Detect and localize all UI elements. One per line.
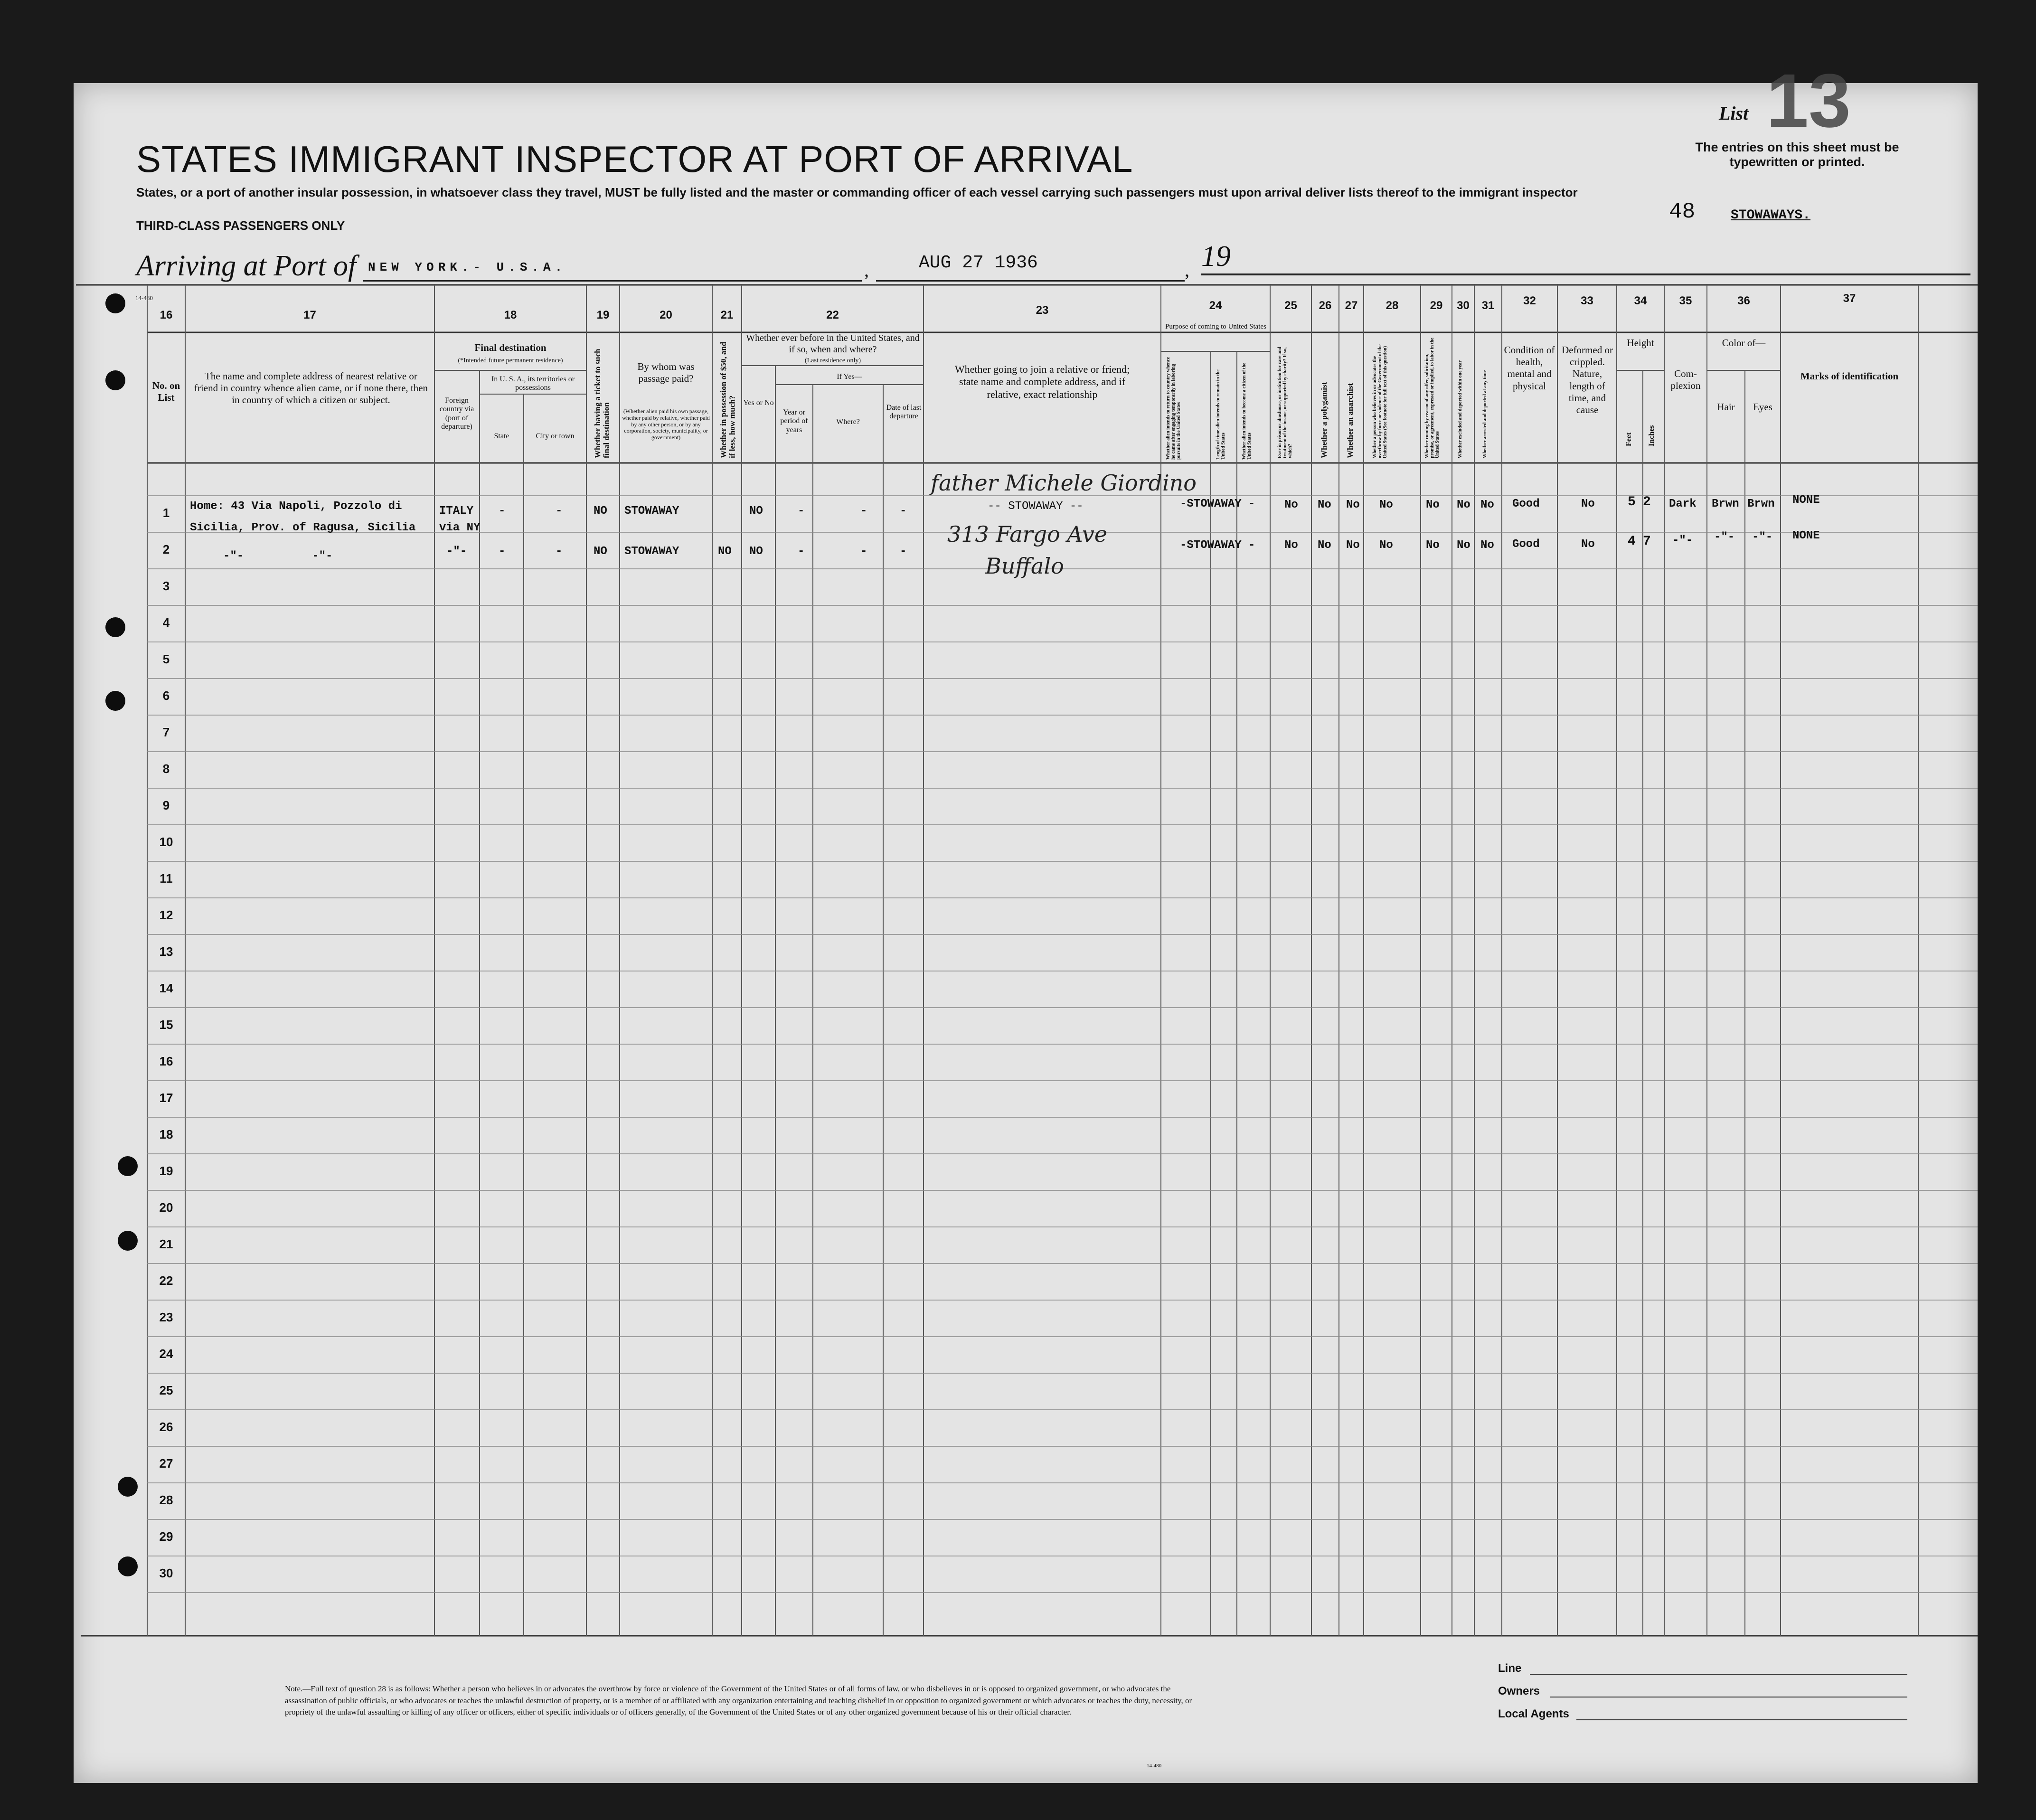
row-number: 21 — [159, 1237, 173, 1251]
col-number-20: 20 — [660, 309, 672, 321]
col-number-30: 30 — [1457, 299, 1470, 312]
row-number: 22 — [159, 1273, 173, 1288]
header-state: State — [494, 432, 509, 440]
form-id: 14-480 — [135, 294, 153, 302]
row-number: 10 — [159, 835, 173, 849]
row1-complexion: Dark — [1669, 498, 1697, 510]
row1-arrested: No — [1480, 499, 1494, 511]
footer-line-label: Line — [1498, 1662, 1522, 1675]
row1-labor-offer: No — [1426, 499, 1440, 511]
col-number-19: 19 — [596, 309, 610, 321]
header-arrested: Whether arrested and deported at any time — [1482, 370, 1488, 458]
col-number-28: 28 — [1386, 299, 1399, 312]
row1-where: - — [860, 505, 867, 518]
row2-labor-offer: No — [1426, 539, 1440, 552]
col-number-32: 32 — [1523, 294, 1536, 307]
row-number: 29 — [159, 1529, 173, 1544]
row-number: 3 — [162, 579, 170, 593]
footnote-form-id: 14-480 — [1147, 1763, 1162, 1769]
row-number: 4 — [162, 615, 170, 630]
row-number: 19 — [159, 1164, 173, 1178]
row-number: 30 — [159, 1566, 173, 1580]
col-number-23: 23 — [1036, 304, 1049, 317]
page-title: STATES IMMIGRANT INSPECTOR AT PORT OF ARRIVAL — [136, 138, 1133, 180]
row1-departure: - — [900, 505, 907, 518]
header-relative-abroad: The name and complete address of nearest relative or friend in country whence alien came, or if none there, then in country of which a citizen or subject. — [194, 370, 428, 406]
port-value: NEW YORK.- U.S.A. — [368, 260, 567, 274]
entries-note: The entries on this sheet must be typewritten or printed. — [1695, 140, 1899, 169]
col-number-29: 29 — [1430, 299, 1443, 312]
header-ticket: Whether having a ticket to such final destination — [593, 349, 611, 458]
row-number: 11 — [160, 871, 173, 886]
row1-joining-handwritten: father Michele Giordino — [931, 470, 1197, 496]
row-number: 28 — [159, 1493, 173, 1507]
row1-foreign-country: ITALY — [439, 505, 474, 518]
header-complexion: Com-plexion — [1670, 368, 1701, 392]
header-departure: Date of last departure — [886, 404, 922, 421]
row2-eyes: -"- — [1752, 531, 1773, 544]
row-number: 7 — [162, 725, 170, 739]
row-number: 18 — [159, 1127, 173, 1141]
row1-marks: NONE — [1792, 494, 1820, 507]
row1-health: Good — [1512, 498, 1540, 510]
row2-health: Good — [1512, 538, 1540, 551]
row2-inches: 7 — [1643, 534, 1651, 549]
row-number: 20 — [159, 1200, 173, 1215]
header-if-yes: If Yes— — [837, 373, 862, 381]
instruction-text: States, or a port of another insular possession, in whatsoever class they travel, MUST be fully listed and the master or commanding officer of each vessel carrying such passengers must upon arrival deliver lists thereof to the immigrant inspector — [136, 185, 1578, 199]
row2-foreign-ditto: -"- — [446, 545, 467, 558]
arrival-date: AUG 27 1936 — [919, 253, 1038, 273]
row1-joining-typed: -- STOWAWAY -- — [988, 500, 1084, 513]
header-hair: Hair — [1717, 401, 1735, 413]
col-number-34: 34 — [1634, 294, 1647, 307]
row2-feet: 4 — [1628, 534, 1636, 549]
row1-deformed: No — [1581, 498, 1595, 510]
header-before-us: Whether ever before in the United States, and if so, when and where? — [746, 333, 920, 355]
header-final-destination: Final destination — [474, 342, 547, 353]
header-fifty-dollars: Whether in possession of $50, and if less, how much? — [719, 341, 737, 458]
row-number: 5 — [162, 652, 170, 666]
stowaway-label: STOWAWAYS. — [1731, 208, 1811, 223]
header-inches: Inches — [1648, 425, 1656, 446]
col-number-16: 16 — [160, 309, 173, 321]
col-number-35: 35 — [1679, 294, 1692, 307]
row1-before-us: NO — [749, 505, 763, 518]
header-prison: Ever in prison or almshouse, or institution for care and treatment of the insane, or supported by charity? If so, which? — [1277, 347, 1293, 458]
row1-state: - — [499, 505, 506, 518]
row2-hair: -"- — [1714, 531, 1735, 544]
row1-hair: Brwn — [1712, 498, 1739, 510]
arriving-label: Arriving at Port of — [136, 250, 357, 282]
row-number: 16 — [159, 1054, 173, 1068]
list-number-stamp: 13 — [1766, 58, 1851, 143]
header-labor-offer: Whether coming by reason of any offer, solicitation, promise, or agreement, expressed or implied, to labor in the United States — [1424, 338, 1440, 458]
stowaway-count: 48 — [1669, 199, 1696, 224]
header-overthrow: Whether a person who believes in or advocates the overthrow by force or violence of the Government of the United States (See footnote for full text of this question) — [1372, 344, 1388, 458]
row2-anarchist: No — [1346, 539, 1360, 552]
header-health: Condition of health, mental and physical — [1504, 344, 1555, 392]
row2-joining-handwritten: 313 Fargo Ave — [947, 521, 1107, 547]
row2-departure: - — [900, 545, 907, 558]
row-number: 24 — [159, 1347, 173, 1361]
row2-relative: Sicilia, Prov. of Ragusa, Sicilia — [190, 521, 416, 534]
header-joining: Whether going to join a relative or friend; state name and complete address, and if relative, exact relationship — [954, 363, 1130, 400]
footer-owners-label: Owners — [1498, 1685, 1540, 1697]
row-number: 2 — [162, 542, 170, 556]
row-number: 25 — [159, 1383, 173, 1397]
row1-purpose: -STOWAWAY - — [1180, 498, 1255, 510]
row-number: 6 — [162, 688, 170, 703]
header-eyes: Eyes — [1753, 401, 1772, 413]
row1-anarchist: No — [1346, 499, 1360, 511]
row-number: 12 — [159, 908, 173, 922]
row2-paid-by: STOWAWAY — [624, 545, 679, 558]
row-number: 17 — [159, 1091, 173, 1105]
header-paid-by-sub: (Whether alien paid his own passage, whether paid by relative, whether paid by any other person, or by any corporation, society, municipality, or government) — [622, 408, 710, 441]
row-number: 27 — [159, 1456, 173, 1471]
col-number-31: 31 — [1481, 299, 1495, 312]
row2-before-us: NO — [749, 545, 763, 558]
header-polygamist: Whether a polygamist — [1320, 382, 1329, 458]
header-before-us-sub: (Last residence only) — [804, 357, 861, 364]
row1-inches: 2 — [1643, 495, 1651, 509]
header-years: Year or period of years — [780, 408, 808, 434]
col-number-26: 26 — [1319, 299, 1332, 312]
row-numbers — [152, 506, 180, 1603]
col-number-24: 24 — [1209, 299, 1222, 312]
col-number-33: 33 — [1581, 294, 1593, 307]
row2-state: - — [499, 545, 506, 558]
row2-prison: No — [1284, 539, 1298, 552]
header-deformed: Deformed or crippled. Nature, length of time, and cause — [1562, 344, 1613, 415]
row1-feet: 5 — [1628, 495, 1636, 509]
header-marks: Marks of identification — [1800, 370, 1899, 382]
header-paid-by: By whom was passage paid? — [637, 361, 695, 385]
row1-paid-by: STOWAWAY — [624, 505, 679, 518]
header-excluded: Whether excluded and deported within one year — [1458, 360, 1463, 458]
header-height: Height — [1627, 337, 1654, 349]
header-purpose: Purpose of coming to United States — [1165, 323, 1266, 330]
row-number: 13 — [159, 944, 173, 959]
footer-agents-label: Local Agents — [1498, 1707, 1569, 1720]
row2-polygamist: No — [1318, 539, 1331, 552]
row-number: 26 — [159, 1420, 173, 1434]
row1-excluded: No — [1457, 499, 1470, 511]
row2-where: - — [860, 545, 867, 558]
header-color-of: Color of— — [1722, 337, 1766, 349]
row1-ticket: NO — [594, 505, 607, 518]
row2-ticket: NO — [594, 545, 607, 558]
header-city: City or town — [536, 432, 575, 440]
row-number: 23 — [159, 1310, 173, 1324]
col-number-25: 25 — [1284, 299, 1297, 312]
header-purpose-length: Length of time alien intends to remain in the United States — [1216, 369, 1226, 460]
header-anarchist: Whether an anarchist — [1346, 383, 1355, 458]
footer-line-rule — [1530, 1674, 1907, 1675]
header-final-destination-sub: (*Intended future permanent residence) — [458, 357, 563, 364]
col-number-18: 18 — [504, 309, 517, 321]
row2-relative-ditto: -"- -"- — [223, 550, 333, 563]
row2-complexion: -"- — [1672, 534, 1693, 547]
col-number-22: 22 — [826, 309, 839, 321]
year-prefix: 19 — [1201, 240, 1231, 273]
row-number: 8 — [162, 762, 170, 776]
header-in-usa: In U. S. A., its territories or possessions — [491, 375, 575, 392]
row1-relative: Home: 43 Via Napoli, Pozzolo di — [190, 500, 402, 513]
row1-city: - — [556, 505, 563, 518]
header-purpose-return: Whether alien intends to return to country whence he came after engaging temporarily in laboring pursuits in the United States — [1166, 357, 1181, 460]
col-number-36: 36 — [1737, 294, 1750, 307]
row2-arrested: No — [1480, 539, 1494, 552]
row2-foreign-country: via NY — [439, 521, 481, 534]
row-number: 15 — [159, 1018, 173, 1032]
row1-overthrow: No — [1379, 499, 1393, 511]
row2-fifty-dollars: NO — [718, 545, 732, 558]
header-where: Where? — [836, 418, 860, 426]
col-number-37: 37 — [1843, 292, 1856, 305]
header-no-on-list: No. on List — [152, 380, 180, 404]
row2-deformed: No — [1581, 538, 1595, 551]
row-number: 9 — [162, 798, 170, 812]
row2-city: - — [556, 545, 563, 558]
list-label: List — [1719, 103, 1749, 124]
class-line: THIRD-CLASS PASSENGERS ONLY — [136, 218, 345, 233]
col-number-27: 27 — [1345, 299, 1358, 312]
row-number: 1 — [162, 506, 170, 520]
row2-marks: NONE — [1792, 529, 1820, 542]
header-foreign-country: Foreign country via (port of departure) — [439, 396, 474, 431]
col-number-21: 21 — [720, 309, 734, 321]
row1-eyes: Brwn — [1747, 498, 1775, 510]
footnote: Note.—Full text of question 28 is as follows: Whether a person who believes in or advocates the overthrow by force or violence of the Government of the United States or of all forms of law, or who disbelieves in or is opposed to organized government, or who advocates the assassination of public officials, or who advocates or teaches the unlawful destruction of property, or is a member of or affiliated with any organization entertaining and teaching disbelief in or opposition to organized government or which advocates or teaches the duty, necessity, or propriety of the unlawful assaulting or killing of any officer or officers, either of specific individuals or of officers generally, of the Government of the United States or of any other organized government because of his or their official character. — [285, 1684, 1192, 1717]
header-purpose-citizen: Whether alien intends to become a citizen of the United States — [1242, 362, 1252, 460]
row2-purpose: -STOWAWAY - — [1180, 539, 1255, 552]
header-yes-no: Yes or No — [743, 399, 774, 407]
row2-excluded: No — [1457, 539, 1470, 552]
row1-polygamist: No — [1318, 499, 1331, 511]
row2-years: - — [798, 545, 805, 558]
row2-joining-handwritten-city: Buffalo — [985, 553, 1064, 579]
header-feet: Feet — [1625, 432, 1633, 446]
row1-years: - — [798, 505, 805, 518]
row-number: 14 — [159, 981, 173, 995]
col-number-17: 17 — [303, 309, 316, 321]
footer-agents-rule — [1576, 1719, 1907, 1720]
row2-overthrow: No — [1379, 539, 1393, 552]
row1-prison: No — [1284, 499, 1298, 511]
